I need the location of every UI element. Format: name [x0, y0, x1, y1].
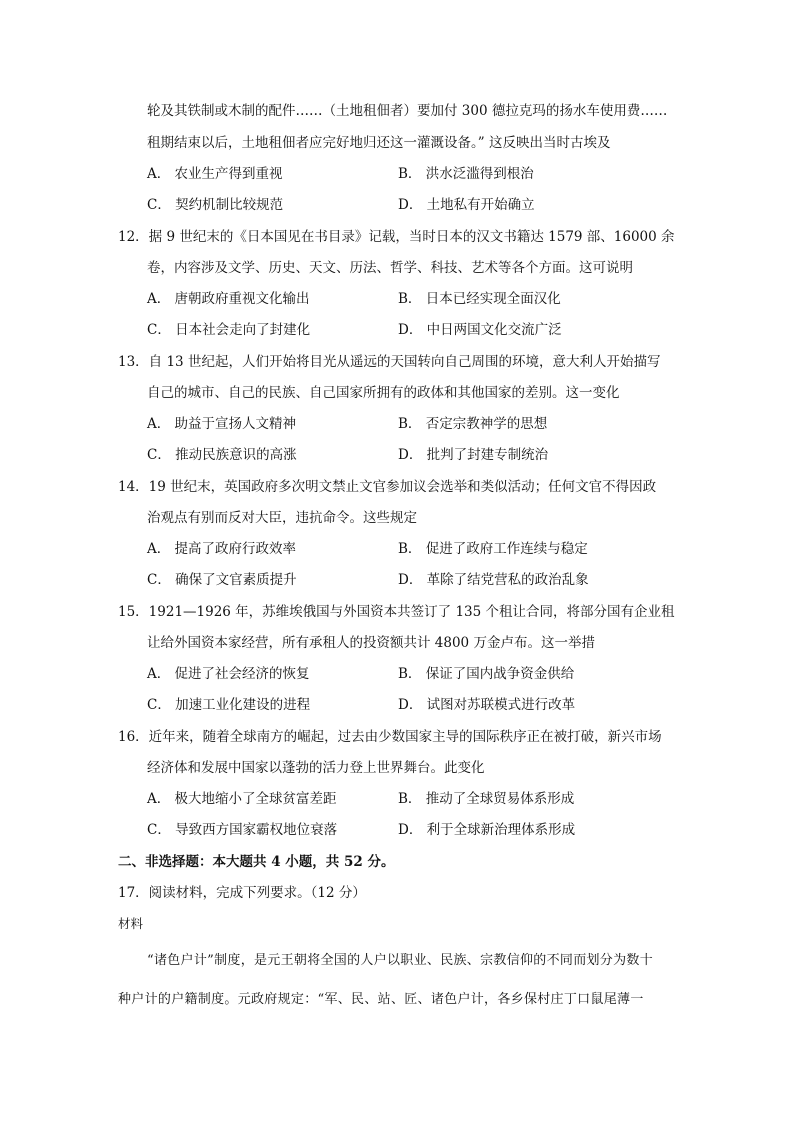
material-label: 材料	[118, 916, 144, 931]
q15-stem-line-2: 让给外国资本家经营，所有承租人的投资额共计 4800 万金卢布。这一举措	[147, 635, 595, 651]
q16-option-a[interactable]: A． 极大地缩小了全球贫富差距	[147, 791, 337, 807]
q12-option-a[interactable]: A． 唐朝政府重视文化输出	[147, 291, 310, 307]
q12-stem-line-2: 卷，内容涉及文学、历史、天文、历法、哲学、科技、艺术等各个方面。这可说明	[147, 260, 633, 276]
q13-option-d[interactable]: D． 批判了封建专制统治	[398, 447, 549, 463]
q14-option-b[interactable]: B． 促进了政府工作连续与稳定	[398, 541, 588, 557]
q12-stem-line-1: 12．据 9 世纪末的《日本国见在书目录》记载，当时日本的汉文书籍达 1579 部、16000 余	[118, 229, 675, 245]
q12-option-d[interactable]: D． 中日两国文化交流广泛	[398, 322, 562, 338]
q15-stem-line-1: 15．1921—1926 年，苏维埃俄国与外国资本共签订了 135 个租让合同，将部分国有企业租	[118, 604, 675, 620]
q11-option-c[interactable]: C． 契约机制比较规范	[147, 197, 284, 213]
q16-stem-line-2: 经济体和发展中国家以蓬勃的活力登上世界舞台。此变化	[147, 760, 485, 776]
q16-option-d[interactable]: D． 利于全球新治理体系形成	[398, 822, 576, 838]
q16-option-b[interactable]: B． 推动了全球贸易体系形成	[398, 791, 575, 807]
q14-option-a[interactable]: A． 提高了政府行政效率	[147, 541, 297, 557]
q12-option-b[interactable]: B． 日本已经实现全面汉化	[398, 291, 561, 307]
q15-option-d[interactable]: D． 试图对苏联模式进行改革	[398, 697, 576, 713]
q14-option-c[interactable]: C． 确保了文官素质提升	[147, 572, 297, 588]
q14-stem-line-1: 14．19 世纪末，英国政府多次明文禁止文官参加议会选举和类似活动；任何文官不得因政	[118, 479, 657, 495]
q14-option-d[interactable]: D． 革除了结党营私的政治乱象	[398, 572, 589, 588]
q13-option-b[interactable]: B． 否定宗教神学的思想	[398, 416, 548, 432]
q15-option-c[interactable]: C． 加速工业化建设的进程	[147, 697, 311, 713]
q13-option-c[interactable]: C． 推动民族意识的高涨	[147, 447, 297, 463]
q13-option-a[interactable]: A． 助益于宣扬人文精神	[147, 416, 297, 432]
q13-stem-line-1: 13．自 13 世纪起，人们开始将目光从遥远的天国转向自己周围的环境，意大利人开始描写	[118, 354, 661, 370]
q15-option-a[interactable]: A． 促进了社会经济的恢复	[147, 666, 310, 682]
q11-option-b[interactable]: B． 洪水泛滥得到根治	[398, 166, 534, 182]
q17-stem: 17．阅读材料，完成下列要求。（12 分）	[118, 885, 366, 901]
q11-option-d[interactable]: D． 土地私有开始确立	[398, 197, 535, 213]
material-text-line-1: “诸色户计”制度，是元王朝将全国的人户以职业、民族、宗教信仰的不同而划分为数十	[147, 953, 653, 968]
q16-option-c[interactable]: C． 导致西方国家霸权地位衰落	[147, 822, 338, 838]
q11-stem-line-1: 轮及其铁制或木制的配件……（土地租佃者）要加付 300 德拉克玛的扬水车使用费……	[147, 103, 668, 119]
q16-stem-line-1: 16．近年来，随着全球南方的崛起，过去由少数国家主导的国际秩序正在被打破，新兴市场	[118, 729, 662, 745]
q11-stem-line-2: 租期结束以后，土地租佃者应完好地归还这一灌溉设备。” 这反映出当时古埃及	[147, 135, 611, 151]
material-text-line-2: 种户计的户籍制度。元政府规定：“军、民、站、匠、诸色户计，各乡保村庄丁口鼠尾薄一	[118, 992, 644, 1007]
q11-option-a[interactable]: A． 农业生产得到重视	[147, 166, 283, 182]
section-2-heading: 二、非选择题：本大题共 4 小题，共 52 分。	[118, 854, 395, 870]
q13-stem-line-2: 自己的城市、自己的民族、自己国家所拥有的政体和其他国家的差别。这一变化	[147, 385, 620, 401]
q12-option-c[interactable]: C． 日本社会走向了封建化	[147, 322, 311, 338]
q15-option-b[interactable]: B． 保证了国内战争资金供给	[398, 666, 575, 682]
q14-stem-line-2: 治观点有别而反对大臣，违抗命令。这些规定	[147, 510, 417, 526]
